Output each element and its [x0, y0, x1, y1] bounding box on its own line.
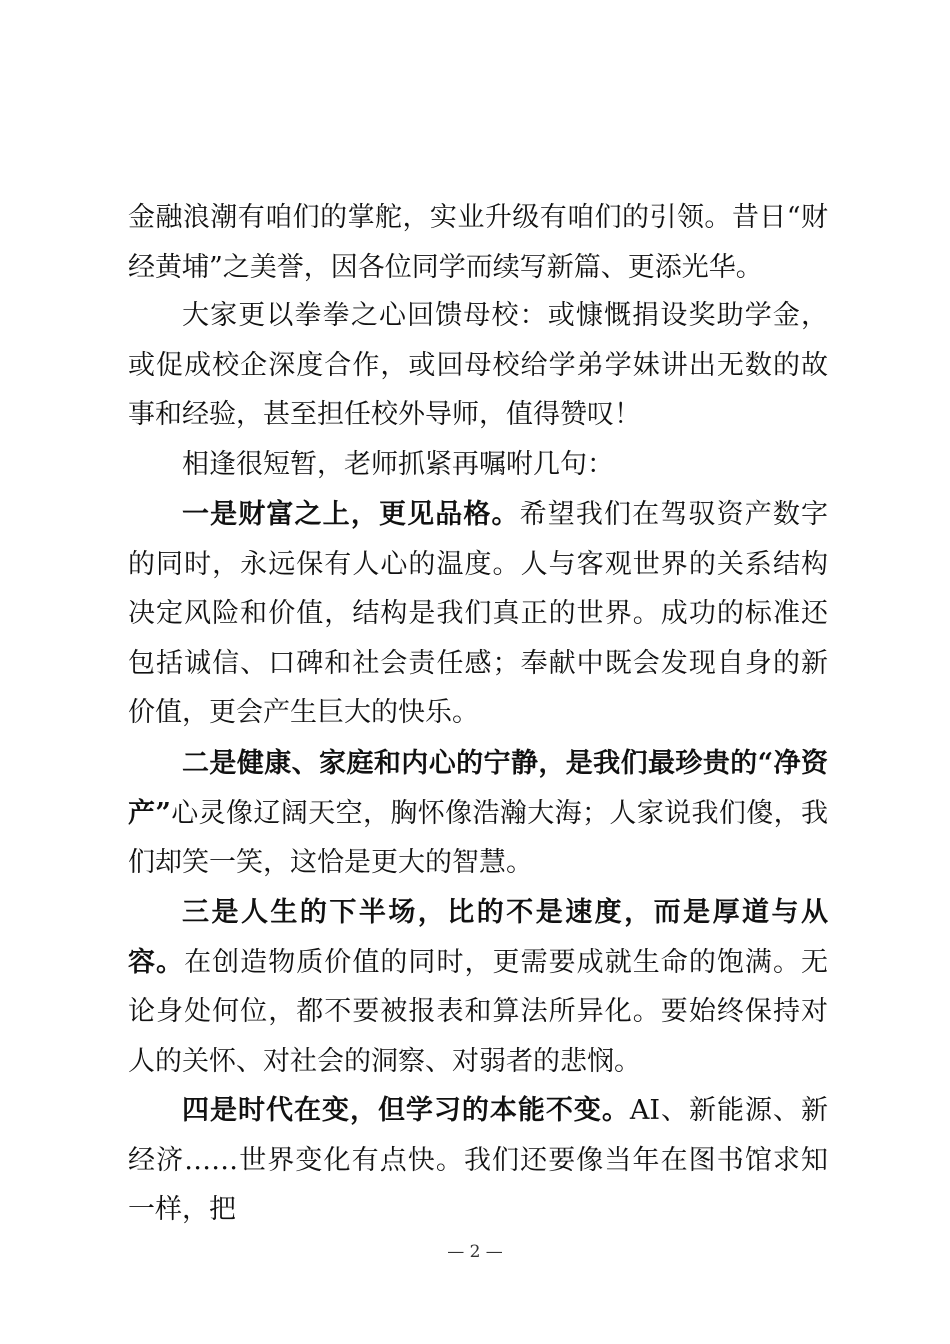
paragraph-2-text: 大家更以拳拳之心回馈母校：或慷慨捐设奖助学金，或促成校企深度合作，或回母校给学弟学妹讲出无数的故事和经验，甚至担任校外导师，值得赞叹！ — [128, 300, 828, 430]
paragraph-6-lead: 三是人生的下半场，比的不是速度，而是厚道与从容。 — [128, 897, 828, 978]
paragraph-6-text: 在创造物质价值的同时，更需要成就生命的饱满。无论身处何位，都不要被报表和算法所异化。要始终保持对人的关怀、对社会的洞察、对弱者的悲悯。 — [128, 946, 829, 1077]
paragraph-1-text: 金融浪潮有咱们的掌舵，实业升级有咱们的引领。昔日“财经黄埔”之美誉，因各位同学而续写新篇、更添光华。 — [128, 202, 828, 283]
paragraph-5-lead: 二是健康、家庭和内心的宁静，是我们最珍贵的“净资产” — [128, 748, 828, 829]
paragraph-4 — [128, 490, 828, 738]
paragraph-3-text: 相逢很短暂，老师抓紧再嘱咐几句： — [182, 449, 614, 480]
paragraph-4-text: 希望我们在驾驭资产数字的同时，永远保有人心的温度。人与客观世界的关系结构决定风险和价值，结构是我们真正的世界。成功的标准还包括诚信、口碑和社会责任感；奉献中既会发现自身的新价值，更会产生巨大的快乐。 — [128, 499, 829, 728]
paragraph-2 — [128, 291, 828, 440]
paragraph-1 — [128, 193, 828, 292]
paragraph-5 — [128, 739, 828, 888]
paragraph-7-lead: 四是时代在变，但学习的本能不变。 — [182, 1095, 630, 1126]
paragraph-6 — [128, 888, 828, 1086]
paragraph-5-text: 心灵像辽阔天空，胸怀像浩瀚大海；人家说我们傻，我们却笑一笑，这恰是更大的智慧。 — [128, 797, 829, 878]
paragraph-4-lead: 一是财富之上，更见品格。 — [182, 499, 520, 530]
paragraph-3 — [128, 440, 828, 490]
page-number: — 2 — — [447, 1242, 503, 1262]
paragraph-7 — [128, 1086, 828, 1235]
paragraph-7-text: AI、新能源、新经济……世界变化有点快。我们还要像当年在图书馆求知一样，把 — [128, 1095, 828, 1225]
